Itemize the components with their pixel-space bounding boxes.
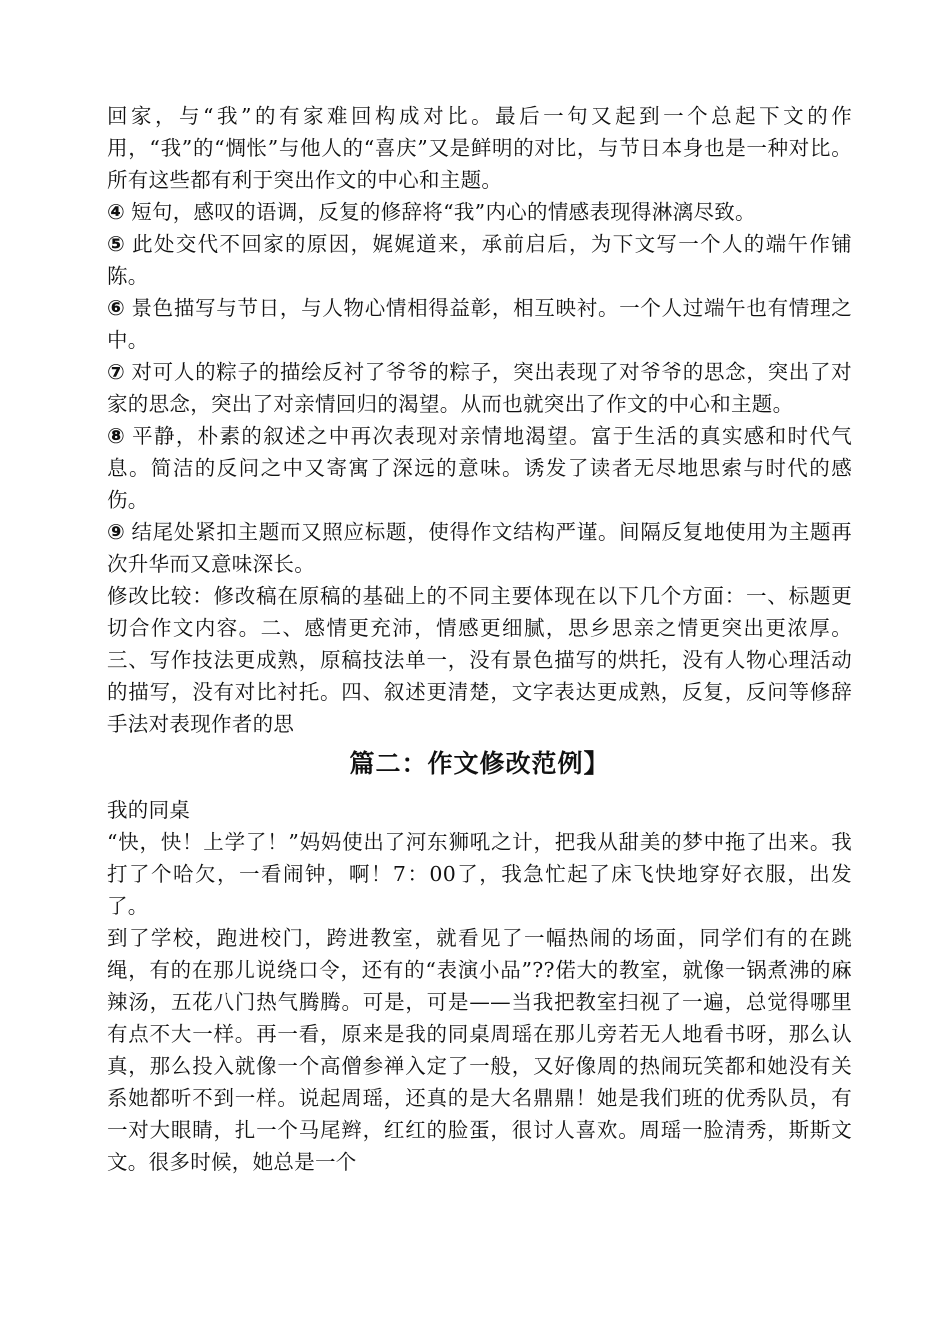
annotation-text: 平静，朴素的叙述之中再次表现对亲情地渴望。富于生活的真实感和时代气息。简洁的反问之中又寄寓了深远的意味。诱发了读者无尽地思索与时代的感伤。 <box>107 424 852 512</box>
essay-paragraph: 到了学校，跑进校门，跨进教室，就看见了一幅热闹的场面，同学们有的在跳绳，有的在那儿说绕口令，还有的“表演小品”??偌大的教室，就像一锅煮沸的麻辣汤，五花八门热气腾腾。可是，可是——当我把教室扫视了一遍，总觉得哪里有点不大一样。再一看，原来是我的同桌周瑶在那儿旁若无人地看书呀，那么认真，那么投入就像一个高僧参禅入定了一般，又好像周的热闹玩笑都和她没有关系她都听不到一样。说起周瑶，还真的是大名鼎鼎！她是我们班的优秀队员，有一对大眼睛，扎一个马尾辫，红红的脸蛋，很讨人喜欢。周瑶一脸清秀，斯斯文文。很多时候，她总是一个 <box>107 926 852 1174</box>
annotation-text: 景色描写与节日，与人物心情相得益彰，相互映衬。一个人过端午也有情理之中。 <box>107 296 852 352</box>
annotation-number: ⑧ <box>107 424 127 448</box>
section-heading: 篇二：作文修改范例】 <box>349 749 610 778</box>
annotation-text: 短句，感叹的语调，反复的修辞将“我”内心的情感表现得淋漓尽致。 <box>131 200 756 224</box>
annotation-text: 此处交代不回家的原因，娓娓道来，承前启后，为下文写一个人的端午作铺陈。 <box>107 232 852 288</box>
annotation-number: ⑥ <box>107 296 126 320</box>
annotation-item <box>107 292 852 356</box>
intro-paragraph: 回家，与“我”的有家难回构成对比。最后一句又起到一个总起下文的作用，“我”的“惆怅”与他人的“喜庆”又是鲜明的对比，与节日本身也是一种对比。所有这些都有利于突出作文的中心和主题。 <box>107 104 852 192</box>
annotation-number: ⑤ <box>107 232 127 256</box>
essay-paragraph: “快，快！上学了！”妈妈使出了河东狮吼之计，把我从甜美的梦中拖了出来。我打了个哈欠，一看闹钟，啊！7：00了，我急忙起了床飞快地穿好衣服，出发了。 <box>107 830 852 918</box>
annotation-number: ④ <box>107 200 126 224</box>
annotation-text: 结尾处紧扣主题而又照应标题，使得作文结构严谨。间隔反复地使用为主题再次升华而又意味深长。 <box>107 520 852 576</box>
essay-title: 我的同桌 <box>107 798 191 822</box>
annotation-item <box>107 516 852 580</box>
annotation-text: 对可人的粽子的描绘反衬了爷爷的粽子，突出表现了对爷爷的思念，突出了对家的思念，突出了对亲情回归的渴望。从而也就突出了作文的中心和主题。 <box>107 360 852 416</box>
annotation-number: ⑦ <box>107 360 126 384</box>
annotation-number: ⑨ <box>107 520 126 544</box>
document-page <box>107 100 852 1178</box>
annotation-item <box>107 196 852 228</box>
annotation-item <box>107 420 852 516</box>
annotation-list <box>107 196 852 580</box>
annotation-item <box>107 356 852 420</box>
comparison-paragraph: 修改比较：修改稿在原稿的基础上的不同主要体现在以下几个方面：一、标题更切合作文内容。二、感情更充沛，情感更细腻，思乡思亲之情更突出更浓厚。三、写作技法更成熟，原稿技法单一，没有景色描写的烘托，没有人物心理活动的描写，没有对比衬托。四、叙述更清楚，文字表达更成熟，反复，反问等修辞手法对表现作者的思 <box>107 584 852 736</box>
annotation-item <box>107 228 852 292</box>
